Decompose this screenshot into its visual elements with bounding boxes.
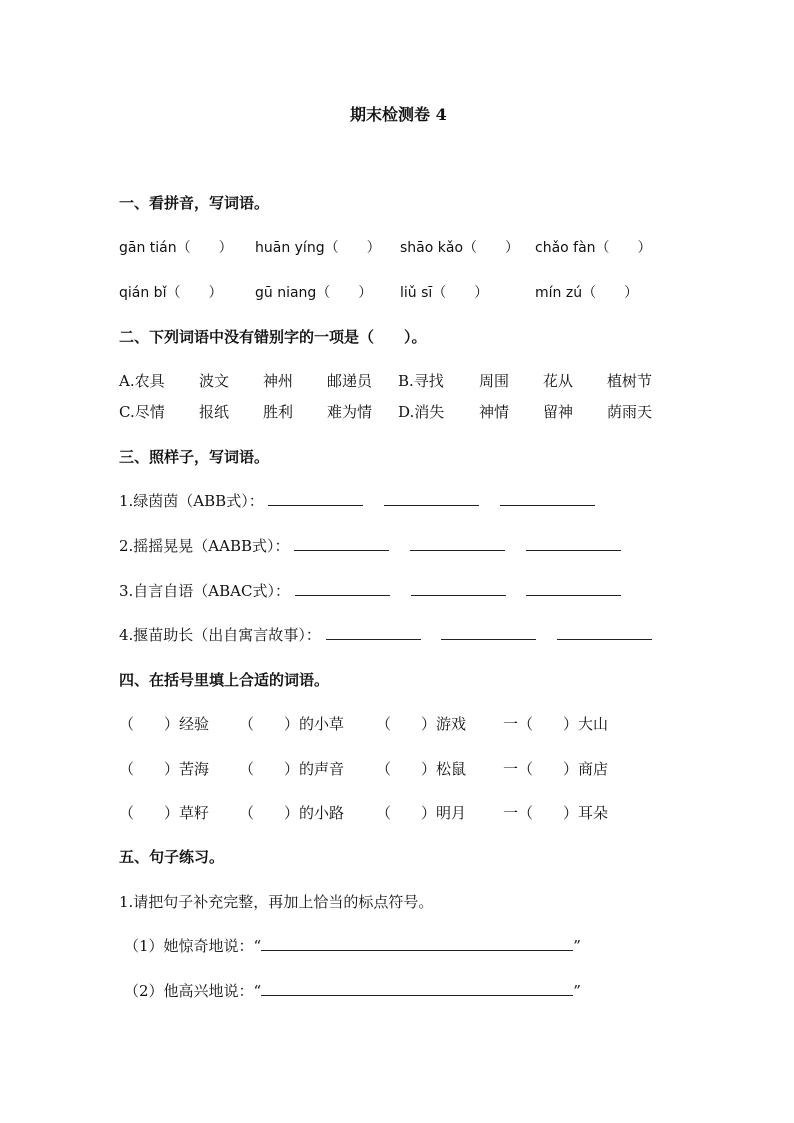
option-row-ab xyxy=(0,370,794,390)
exercise-row xyxy=(119,535,621,556)
section2-heading: 二、下列词语中没有错别字的一项是（ ）。 xyxy=(119,328,427,346)
answer-blank[interactable] xyxy=(384,490,479,506)
pinyin-item: shāo kǎo（ ） xyxy=(400,240,520,256)
close-quote: ” xyxy=(573,982,581,1000)
option-word: 神情 xyxy=(479,403,510,421)
option-word: A.农具 xyxy=(119,372,165,390)
answer-blank[interactable] xyxy=(500,490,595,506)
option-word: 周围 xyxy=(479,372,510,390)
pinyin-item: huān yíng（ ） xyxy=(255,240,381,256)
option-word: 神州 xyxy=(263,372,294,390)
pinyin-item: mín zú（ ） xyxy=(535,285,639,301)
instruction-text: 1.请把句子补充完整，再加上恰当的标点符号。 xyxy=(119,893,434,911)
exercise-prompt: 3.自言自语（ABAC式）： xyxy=(119,582,290,600)
exercise-row xyxy=(119,580,621,601)
answer-blank[interactable] xyxy=(294,535,389,551)
answer-blank[interactable] xyxy=(441,624,536,640)
section1-heading: 一、看拼音，写词语。 xyxy=(119,194,270,212)
option-word: 留神 xyxy=(543,403,574,421)
section3-heading: 三、照样子，写词语。 xyxy=(119,448,270,466)
option-word: 花从 xyxy=(543,372,574,390)
option-word: 植树节 xyxy=(607,372,653,390)
sentence-prompt: （1）她惊奇地说：“ xyxy=(124,937,262,955)
sentence-row xyxy=(124,980,581,1001)
fill-item: （ ）的小路 xyxy=(239,804,345,822)
exercise-row xyxy=(119,490,595,511)
fill-item: （ ）的声音 xyxy=(239,760,345,778)
fill-item: （ ）游戏 xyxy=(376,715,467,733)
sentence-row xyxy=(124,935,581,956)
pinyin-item: qián bǐ（ ） xyxy=(119,285,223,301)
section5-heading: 五、句子练习。 xyxy=(119,848,225,866)
fill-item: （ ）明月 xyxy=(376,804,467,822)
option-word: B.寻找 xyxy=(398,372,444,390)
answer-blank[interactable] xyxy=(295,580,390,596)
pinyin-item: gū niang（ ） xyxy=(255,285,373,301)
fill-row xyxy=(0,713,794,733)
pinyin-item: liǔ sī（ ） xyxy=(400,285,489,301)
section4-heading: 四、在括号里填上合适的词语。 xyxy=(119,671,330,689)
exercise-prompt: 4.揠苗助长（出自寓言故事）： xyxy=(119,626,321,644)
fill-item: 一（ ）大山 xyxy=(503,715,609,733)
page-title: 期末检测卷 4 xyxy=(350,105,447,124)
answer-blank[interactable] xyxy=(526,580,621,596)
answer-blank[interactable] xyxy=(410,535,505,551)
fill-item: （ ）的小草 xyxy=(239,715,345,733)
option-word: 波文 xyxy=(199,372,230,390)
fill-item: （ ）苦海 xyxy=(119,760,210,778)
sentence-prompt: （2）他高兴地说：“ xyxy=(124,982,262,1000)
sentence-blank[interactable] xyxy=(261,980,573,996)
answer-blank[interactable] xyxy=(557,624,652,640)
close-quote: ” xyxy=(573,937,581,955)
fill-item: （ ）经验 xyxy=(119,715,210,733)
option-row-cd xyxy=(0,401,794,421)
option-word: D.消失 xyxy=(398,403,445,421)
sentence-blank[interactable] xyxy=(261,935,573,951)
fill-item: （ ）松鼠 xyxy=(376,760,467,778)
fill-item: 一（ ）耳朵 xyxy=(503,804,609,822)
option-word: 邮递员 xyxy=(327,372,373,390)
exercise-row xyxy=(119,624,652,645)
pinyin-item: chǎo fàn（ ） xyxy=(535,240,652,256)
option-word: C.尽情 xyxy=(119,403,165,421)
exercise-prompt: 1.绿茵茵（ABB式）： xyxy=(119,492,264,510)
option-word: 荫雨天 xyxy=(607,403,653,421)
option-word: 胜利 xyxy=(263,403,294,421)
pinyin-item: gān tián（ ） xyxy=(119,240,233,256)
answer-blank[interactable] xyxy=(326,624,421,640)
answer-blank[interactable] xyxy=(411,580,506,596)
option-word: 难为情 xyxy=(327,403,373,421)
fill-item: 一（ ）商店 xyxy=(503,760,609,778)
fill-item: （ ）草籽 xyxy=(119,804,210,822)
answer-blank[interactable] xyxy=(526,535,621,551)
option-word: 报纸 xyxy=(199,403,230,421)
answer-blank[interactable] xyxy=(268,490,363,506)
exercise-prompt: 2.摇摇晃晃（AABB式）： xyxy=(119,537,290,555)
fill-row xyxy=(0,758,794,778)
fill-row xyxy=(0,802,794,822)
